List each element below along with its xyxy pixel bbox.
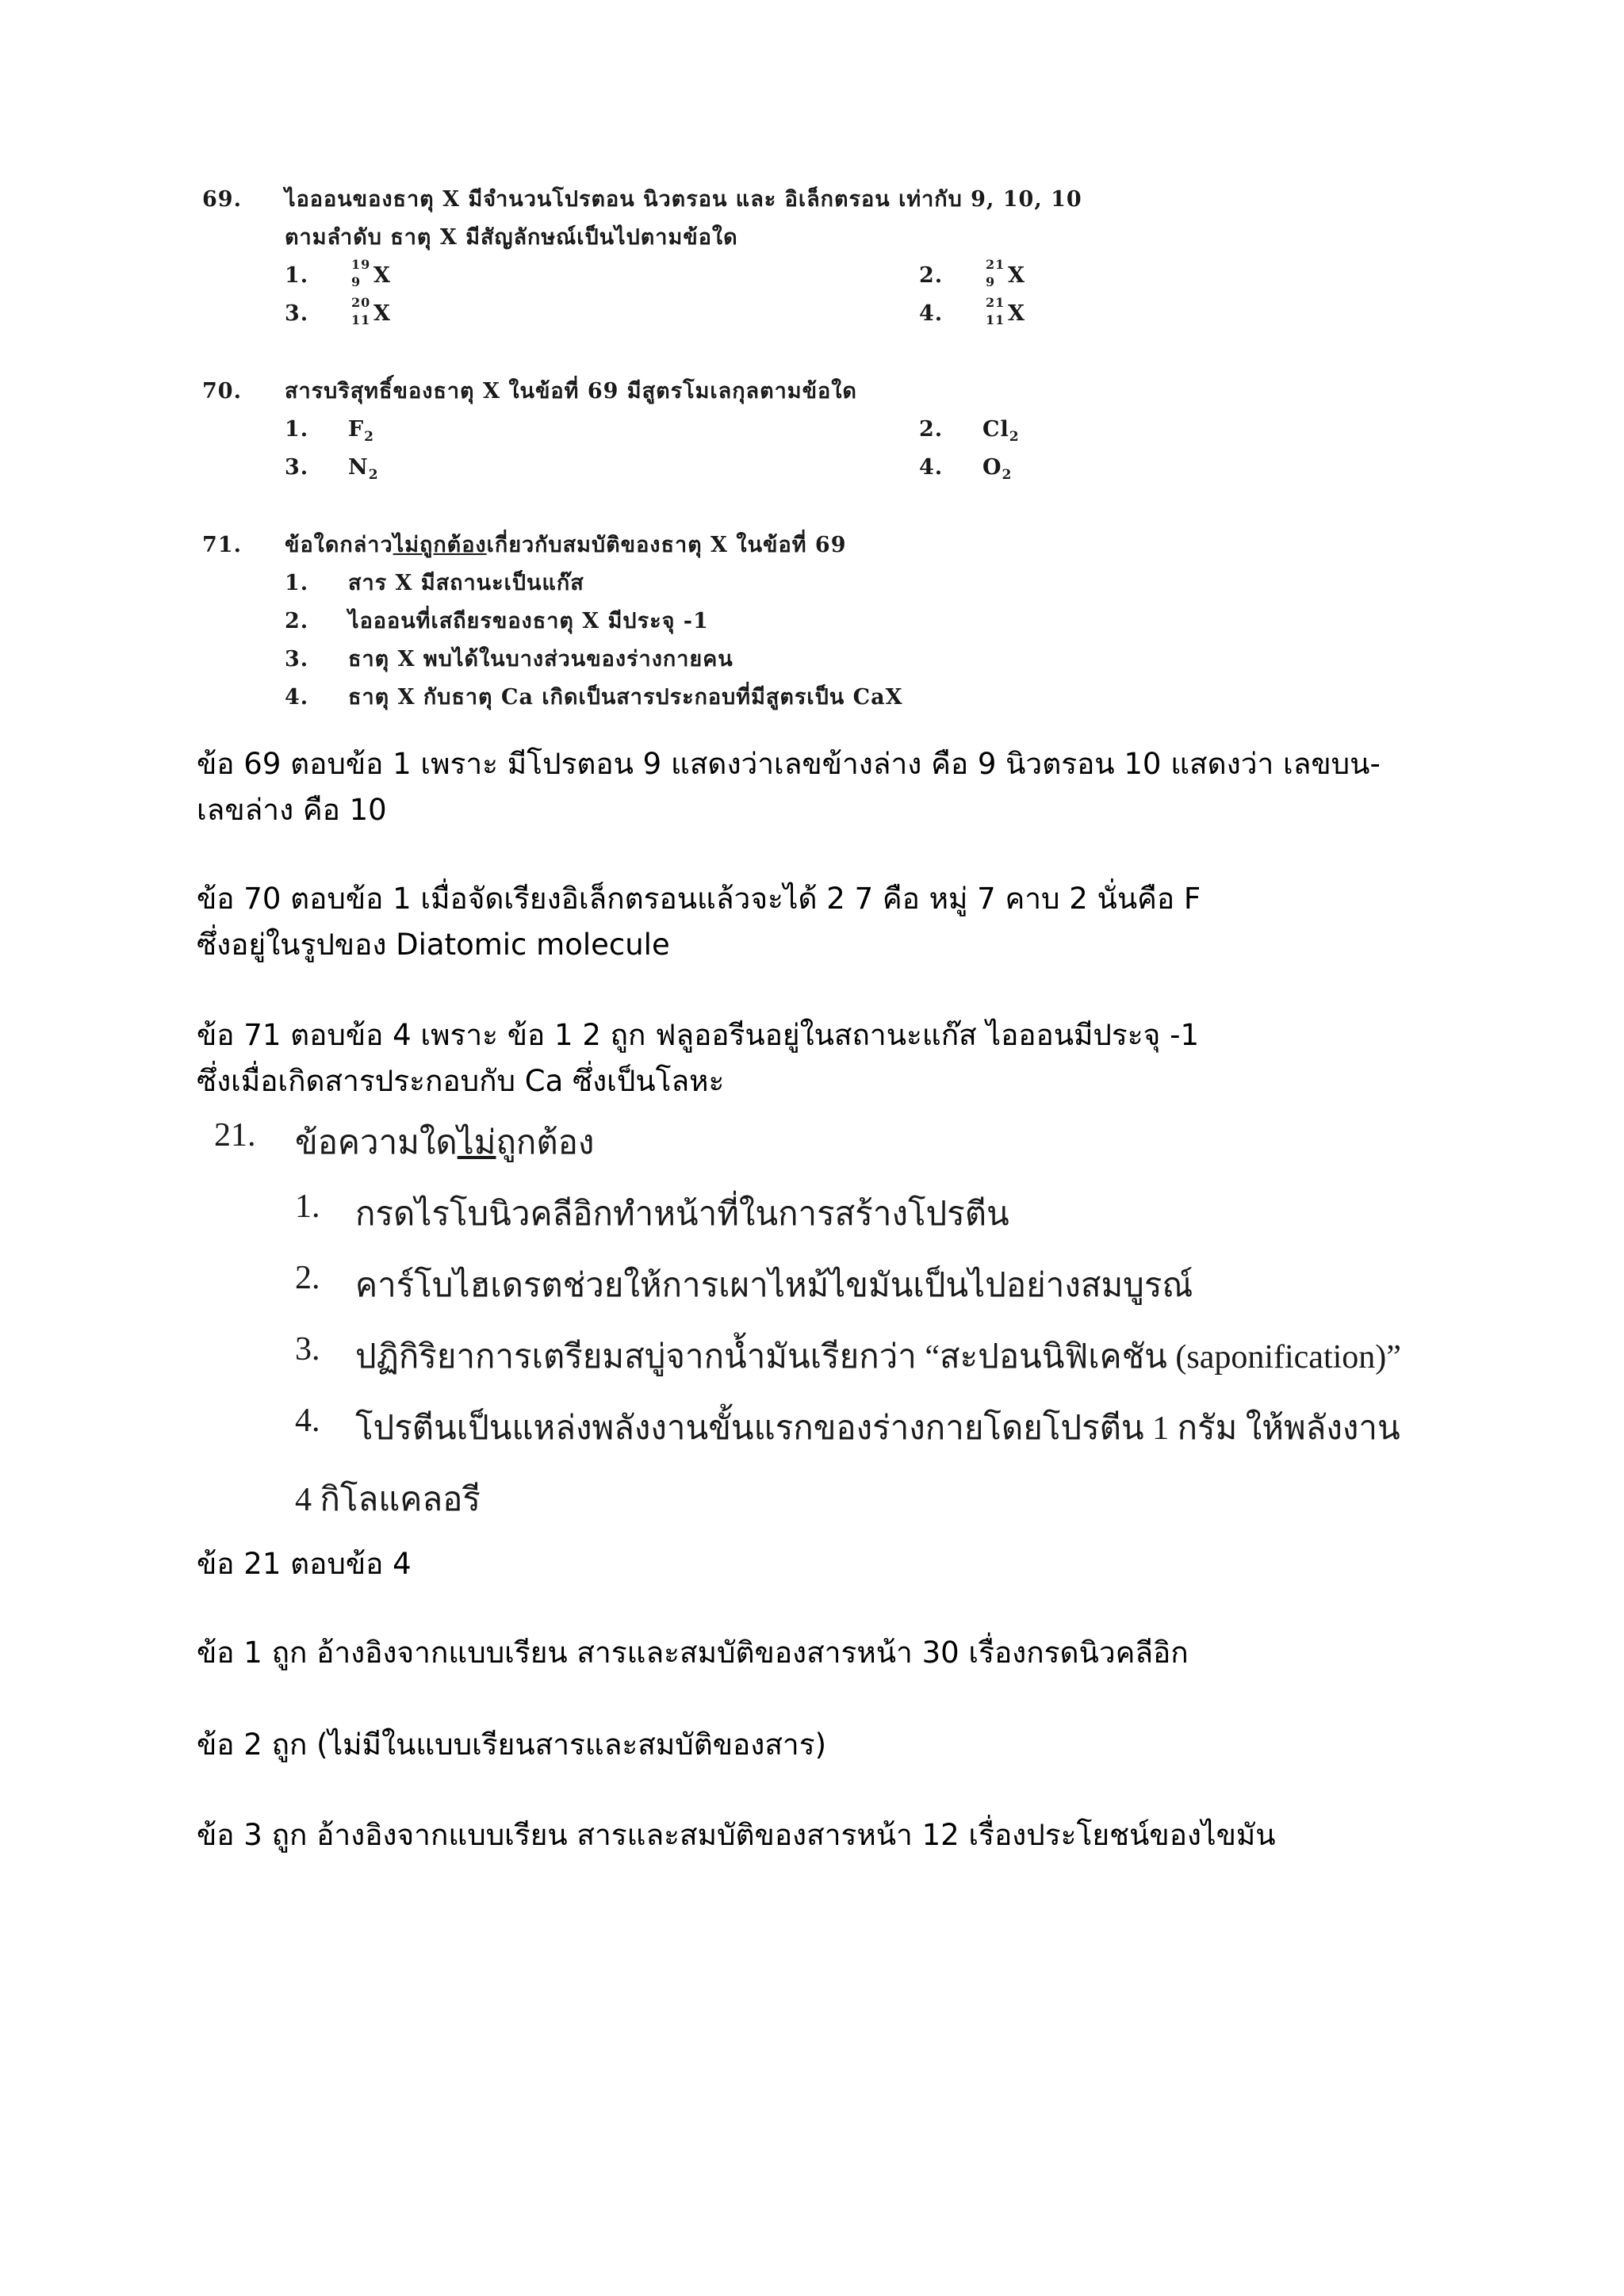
question-69-line1 xyxy=(202,181,1392,219)
answer-71: ข้อ 71 ตอบข้อ 4 เพราะ ข้อ 1 2 ถูก ฟลูออรีนอยู่ในสถานะแก๊ส ไอออนมีประจุ -1 ซึ่งเมื่อเกิดสารประกอบกับ Ca ซึ่งเป็นโลหะ xyxy=(197,1018,1199,1098)
question-number: 70. xyxy=(202,379,242,404)
isotope-notation: 21 9 xyxy=(986,256,1005,289)
option-3: 3. $N_2$ xyxy=(285,455,379,483)
option-1: 1. $F_2$ xyxy=(285,417,375,445)
isotope-notation: 21 11 xyxy=(986,294,1005,327)
question-71-option-3: 3. ธาตุ X พบได้ในบางส่วนของร่างกายคน xyxy=(285,647,733,672)
question-text: ตามลำดับ ธาตุ X มีสัญลักษณ์เป็นไปตามข้อใด xyxy=(285,225,738,250)
question-21-option-3: 3. ปฏิกิริยาการเตรียมสบู่จากน้ำมันเรียกว่า “สะปอนนิฟิเคชัน (saponification)” xyxy=(295,1331,1401,1376)
question-number: 71. xyxy=(202,533,242,557)
answer-21-note-3: ข้อ 3 ถูก อ้างอิงจากแบบเรียน สารและสมบัติของสารหน้า 12 เรื่องประโยชน์ของไขมัน xyxy=(197,1818,1276,1852)
question-69-options-row2 xyxy=(202,295,1392,333)
question-71-option-1: 1. สาร X มีสถานะเป็นแก๊ส xyxy=(285,571,584,595)
question-21-heading xyxy=(214,1116,1483,1188)
option-1: 1. 19 9 X xyxy=(285,257,391,295)
question-text: ข้อความใดไม่ถูกต้อง xyxy=(295,1125,595,1161)
option-4: 4. 21 11 X xyxy=(919,295,1025,333)
question-69-line2 xyxy=(202,219,1392,257)
question-21-option-1: 1. กรดไรโบนิวคลีอิกทำหน้าที่ในการสร้างโปรตีน xyxy=(295,1188,1009,1233)
answer-21: ข้อ 21 ตอบข้อ 4 xyxy=(197,1547,412,1581)
question-71-option-2: 2. ไอออนที่เสถียรของธาตุ X มีประจุ -1 xyxy=(285,609,709,633)
question-70 xyxy=(202,373,1392,411)
answer-21-note-1: ข้อ 1 ถูก อ้างอิงจากแบบเรียน สารและสมบัติของสารหน้า 30 เรื่องกรดนิวคลีอิก xyxy=(197,1636,1189,1670)
question-number: 21. xyxy=(214,1117,256,1154)
underlined-text: ไม่ xyxy=(457,1125,496,1161)
question-70-options-row1 xyxy=(202,411,1392,449)
question-text: ไอออนของธาตุ X มีจำนวนโปรตอน นิวตรอน และ อิเล็กตรอน เท่ากับ 9, 10, 10 xyxy=(285,187,1082,212)
question-text: ข้อใดกล่าวไม่ถูกต้องเกี่ยวกับสมบัติของธาตุ X ในข้อที่ 69 xyxy=(285,533,847,557)
option-3: 3. 20 11 X xyxy=(285,295,391,333)
question-70-options-row2 xyxy=(202,449,1392,487)
option-2: 2. 21 9 X xyxy=(919,257,1025,295)
answer-21-note-2: ข้อ 2 ถูก (ไม่มีในแบบเรียนสารและสมบัติของสาร) xyxy=(197,1728,827,1762)
question-71 xyxy=(202,526,1392,564)
question-21-option-2: 2. คาร์โบไฮเดรตช่วยให้การเผาไหม้ไขมันเป็นไปอย่างสมบูรณ์ xyxy=(295,1260,1193,1304)
scanned-questions-69-71 xyxy=(202,181,1392,717)
isotope-notation: 19 9 xyxy=(351,256,371,289)
question-number: 69. xyxy=(202,187,242,212)
isotope-notation: 20 11 xyxy=(351,294,371,327)
question-text: สารบริสุทธิ์ของธาตุ X ในข้อที่ 69 มีสูตรโมเลกุลตามข้อใด xyxy=(285,379,857,404)
option-2: 2. $Cl_2$ xyxy=(919,417,1020,445)
option-4: 4. $O_2$ xyxy=(919,455,1013,483)
question-21-option-4-continued: 4 กิโลแคลอรี xyxy=(295,1482,481,1518)
question-71-option-4: 4. ธาตุ X กับธาตุ Ca เกิดเป็นสารประกอบที่มีสูตรเป็น CaX xyxy=(285,685,903,710)
answer-69: ข้อ 69 ตอบข้อ 1 เพราะ มีโปรตอน 9 แสดงว่าเลขข้างล่าง คือ 9 นิวตรอน 10 แสดงว่า เลขบน- เลขล่าง คือ 10 xyxy=(197,747,1381,827)
scanned-question-21 xyxy=(214,1116,1483,1544)
question-69-options-row1 xyxy=(202,257,1392,295)
answer-70: ข้อ 70 ตอบข้อ 1 เมื่อจัดเรียงอิเล็กตรอนแล้วจะได้ 2 7 คือ หมู่ 7 คาบ 2 นั่นคือ F ซึ่งอยู่ในรูปของ Diatomic molecule xyxy=(197,882,1201,962)
question-21-option-4: 4. โปรตีนเป็นแหล่งพลังงานขั้นแรกของร่างกายโดยโปรตีน 1 กรัม ให้พลังงาน xyxy=(295,1402,1400,1447)
underlined-text: ไม่ถูกต้อง xyxy=(393,533,487,557)
